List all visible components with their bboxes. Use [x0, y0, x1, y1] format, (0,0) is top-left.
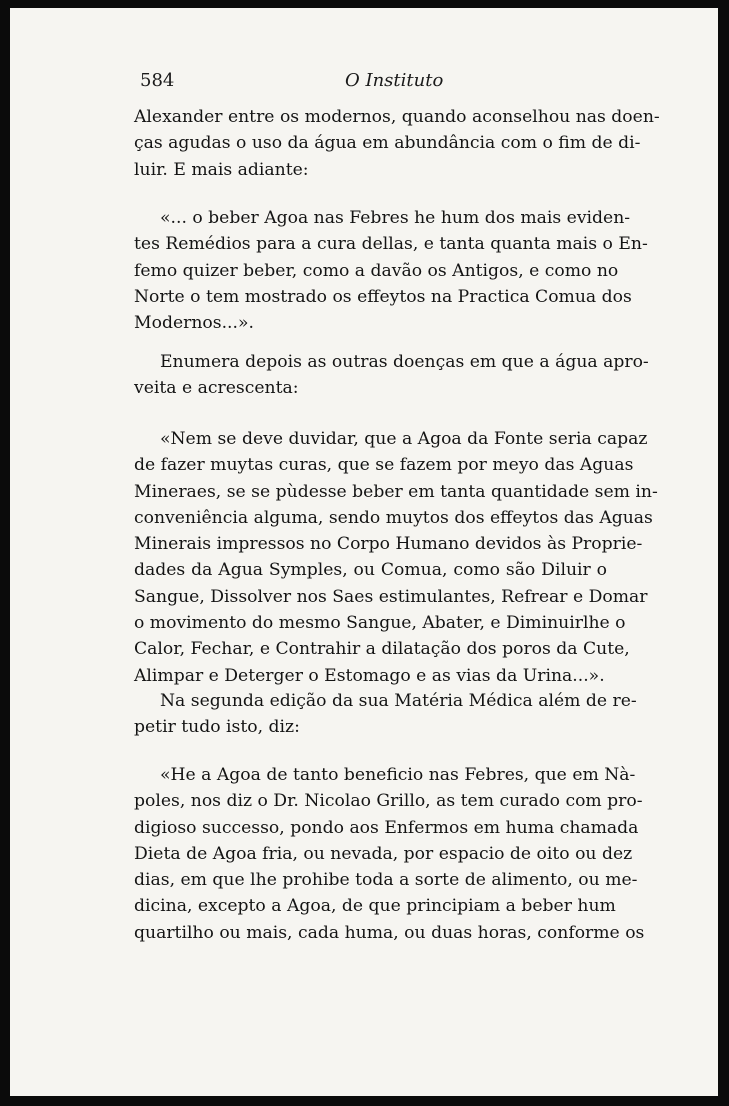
text-line: ças agudas o uso da água em abundância com o fim de di-	[134, 133, 641, 154]
text-line: femo quizer beber, como a davão os Antigos, e como no	[134, 260, 619, 281]
text-line: Alimpar e Deterger o Estomago e as vias da Urina...».	[134, 665, 605, 686]
page-header	[140, 70, 620, 100]
text-line: «... o beber Agoa nas Febres he hum dos mais eviden-	[160, 208, 631, 228]
text-line: tes Remédios para a cura dellas, e tanta quanta mais o En-	[134, 234, 648, 255]
quote-paragraph-2	[134, 426, 658, 689]
quote-paragraph-3	[134, 762, 645, 946]
text-line: Mineraes, se se pùdesse beber em tanta quantidade sem in-	[134, 481, 658, 502]
text-line: dicina, excepto a Agoa, de que principiam a beber hum	[134, 896, 616, 917]
text-line: Sangue, Dissolver nos Saes estimulantes, Refrear e Domar	[134, 586, 648, 607]
running-title: O Instituto	[345, 70, 444, 91]
paragraph-3	[134, 688, 637, 741]
text-line: Norte o tem mostrado os effeytos na Practica Comua dos	[134, 286, 632, 307]
page	[10, 8, 718, 1096]
text-line: digioso successo, pondo aos Enfermos em huma chamada	[134, 817, 639, 838]
text-line: Na segunda edição da sua Matéria Médica além de re-	[160, 691, 637, 711]
text-line: veita e acrescenta:	[134, 378, 299, 399]
text-line: conveniência alguma, sendo muytos dos effeytos das Aguas	[134, 507, 653, 528]
text-line: poles, nos diz o Dr. Nicolao Grillo, as tem curado com pro-	[134, 791, 643, 812]
text-line: Calor, Fechar, e Contrahir a dilatação dos poros da Cute,	[134, 639, 630, 660]
text-line: «Nem se deve duvidar, que a Agoa da Fonte seria capaz	[160, 429, 648, 449]
text-line: Alexander entre os modernos, quando aconselhou nas doen-	[134, 107, 660, 127]
text-line: Dieta de Agoa fria, ou nevada, por espacio de oito ou dez	[134, 843, 633, 864]
text-line: Modernos...».	[134, 313, 254, 334]
text-line: dades da Agua Symples, ou Comua, como são Diluir o	[134, 560, 607, 581]
text-line: luir. E mais adiante:	[134, 159, 309, 180]
page-number: 584	[140, 70, 175, 91]
quote-paragraph-1	[134, 205, 648, 336]
paragraph-1	[134, 104, 660, 183]
text-line: de fazer muytas curas, que se fazem por meyo das Aguas	[134, 455, 634, 476]
text-line: dias, em que lhe prohibe toda a sorte de alimento, ou me-	[134, 870, 638, 891]
paragraph-2	[134, 349, 649, 402]
text-line: Enumera depois as outras doenças em que a água apro-	[160, 352, 649, 372]
text-line: quartilho ou mais, cada huma, ou duas horas, conforme os	[134, 922, 645, 943]
text-line: petir tudo isto, diz:	[134, 717, 300, 738]
text-line: o movimento do mesmo Sangue, Abater, e Diminuirlhe o	[134, 613, 626, 634]
text-line: «He a Agoa de tanto beneficio nas Febres, que em Nà-	[160, 765, 636, 785]
text-line: Minerais impressos no Corpo Humano devidos às Proprie-	[134, 534, 643, 555]
